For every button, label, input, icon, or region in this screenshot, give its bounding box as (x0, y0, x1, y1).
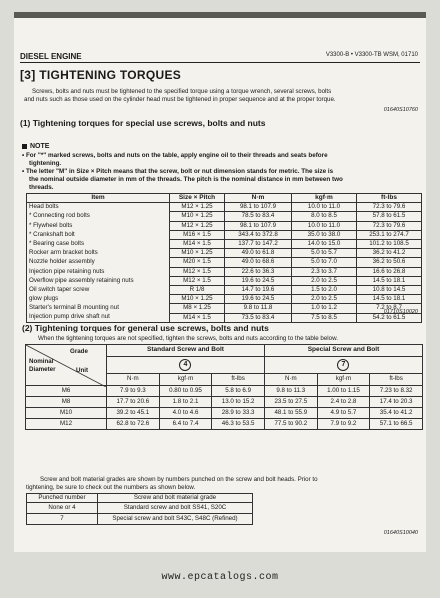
material-grade-cell: Standard screw and bolt SS41, S20C (98, 503, 253, 514)
nominal-label: Nominal (29, 358, 54, 365)
value-cell: 0.80 to 0.95 (159, 386, 212, 397)
intro-line-1: Screws, bolts and nuts must be tightened to the specified torque using a torque wrench, several screws, bolts (32, 88, 332, 95)
diameter-cell: M8 (26, 397, 107, 408)
value-cell: M10 × 1.25 (170, 212, 225, 221)
value-cell: M8 × 1.25 (170, 304, 225, 313)
value-cell: 10.0 to 11.0 (292, 203, 357, 212)
table-row (27, 313, 422, 322)
value-cell: 14.0 to 15.0 (292, 240, 357, 249)
material-grade-table (26, 493, 253, 525)
item-cell: glow plugs (27, 295, 170, 304)
value-cell: 5.8 to 6.9 (212, 386, 265, 397)
value-cell: 48.1 to 55.9 (264, 408, 317, 419)
value-cell: 72.3 to 79.6 (357, 221, 422, 230)
value-cell: 2.0 to 2.5 (292, 276, 357, 285)
part1-title: (1) Tightening torques for special use screws, bolts and nuts (20, 118, 266, 128)
item-cell: Nozzle holder assembly (27, 258, 170, 267)
note2-line-2: the nominal outside diameter in mm of the threads. The pitch is the nominal distance in mm between two (29, 176, 343, 183)
value-cell: 343.4 to 372.8 (225, 230, 292, 239)
general-torque-table (25, 344, 423, 430)
note-heading (22, 143, 49, 150)
value-cell: 19.6 to 24.5 (225, 276, 292, 285)
item-cell: Injection pump drive shaft nut (27, 313, 170, 322)
item-cell: * Bearing case bolts (27, 240, 170, 249)
item-cell: Rocker arm bracket bolts (27, 249, 170, 258)
value-cell: 9.8 to 11.3 (264, 386, 317, 397)
note-square-icon (22, 144, 27, 149)
value-cell: 1.0 to 1.2 (292, 304, 357, 313)
value-cell: 9.8 to 11.8 (225, 304, 292, 313)
value-cell: 6.4 to 7.4 (159, 419, 212, 430)
grade-4-circle: 4 (179, 359, 191, 371)
table-row (27, 258, 422, 267)
value-cell: 54.2 to 61.5 (357, 313, 422, 322)
value-cell: 16.6 to 26.8 (357, 267, 422, 276)
punched-number-cell: 7 (27, 514, 98, 525)
value-cell: M10 × 1.25 (170, 249, 225, 258)
value-cell: 13.0 to 15.2 (212, 397, 265, 408)
col-size: Size × Pitch (170, 194, 225, 203)
table-row (27, 240, 422, 249)
table-row (27, 503, 253, 514)
value-cell: 19.6 to 24.5 (225, 295, 292, 304)
value-cell: 4.9 to 5.7 (317, 408, 370, 419)
table-row (27, 212, 422, 221)
material-col-punched: Punched number (27, 494, 98, 503)
diameter-cell: M10 (26, 408, 107, 419)
diameter-label: Diameter (29, 366, 56, 373)
col-item: Item (27, 194, 170, 203)
table-row (26, 397, 423, 408)
item-cell: Starter's terminal B mounting nut (27, 304, 170, 313)
value-cell: 98.1 to 107.9 (225, 221, 292, 230)
item-cell: * Crankshaft bolt (27, 230, 170, 239)
value-cell: 46.3 to 53.5 (212, 419, 265, 430)
table-row (26, 408, 423, 419)
diameter-cell: M6 (26, 386, 107, 397)
value-cell: 73.5 to 83.4 (225, 313, 292, 322)
unit-cell: kgf·m (317, 373, 370, 385)
standard-title: Standard Screw and Bolt (107, 345, 265, 357)
value-cell: 77.5 to 90.2 (264, 419, 317, 430)
section-title: [3] TIGHTENING TORQUES (20, 68, 182, 82)
value-cell: M14 × 1.5 (170, 313, 225, 322)
item-cell: * Connecting rod bolts (27, 212, 170, 221)
value-cell: 2.3 to 3.7 (292, 267, 357, 276)
item-cell: Injection pipe retaining nuts (27, 267, 170, 276)
special-torque-table (26, 193, 422, 323)
value-cell: 10.8 to 14.5 (357, 286, 422, 295)
unit-label: Unit (76, 367, 89, 374)
item-cell: Head bolts (27, 203, 170, 212)
value-cell: 4.0 to 4.6 (159, 408, 212, 419)
material-header-row (27, 494, 253, 503)
header-left: DIESEL ENGINE (20, 52, 82, 61)
header-right: V3300-B • V3300-TB WSM, 01710 (325, 52, 418, 58)
value-cell: 28.9 to 33.3 (212, 408, 265, 419)
value-cell: 2.0 to 2.5 (292, 295, 357, 304)
special-grade-cell (264, 357, 422, 374)
note2-line-1: • The letter "M" in Size × Pitch means that the screw, bolt or nut dimension stands for metric. The size is (22, 168, 334, 175)
diagonal-header-cell (26, 345, 107, 386)
table-row (26, 386, 423, 397)
header-rule (20, 62, 420, 63)
value-cell: 78.5 to 83.4 (225, 212, 292, 221)
col-kgfm: kgf·m (292, 194, 357, 203)
item-cell: * Flywheel bolts (27, 221, 170, 230)
value-cell: 253.1 to 274.7 (357, 230, 422, 239)
value-cell: 5.0 to 7.0 (292, 258, 357, 267)
value-cell: 35.4 to 41.2 (370, 408, 423, 419)
value-cell: M12 × 1.5 (170, 267, 225, 276)
value-cell: 17.4 to 20.3 (370, 397, 423, 408)
table-row (27, 514, 253, 525)
grade-label: Grade (70, 348, 88, 355)
diameter-cell: M12 (26, 419, 107, 430)
table-row (27, 286, 422, 295)
value-cell: 35.0 to 38.0 (292, 230, 357, 239)
value-cell: 7.5 to 8.5 (292, 313, 357, 322)
special-title: Special Screw and Bolt (264, 345, 422, 357)
value-cell: 39.2 to 45.1 (107, 408, 160, 419)
value-cell: 5.0 to 5.7 (292, 249, 357, 258)
table-row (26, 419, 423, 430)
punched-number-cell: None or 4 (27, 503, 98, 514)
value-cell: 1.00 to 1.15 (317, 386, 370, 397)
material-line-1: Screw and bolt material grades are shown by numbers punched on the screw and bolt heads. Prior to (40, 476, 318, 483)
value-cell: M20 × 1.5 (170, 258, 225, 267)
value-cell: 36.2 to 50.6 (357, 258, 422, 267)
value-cell: M10 × 1.25 (170, 295, 225, 304)
value-cell: 10.0 to 11.0 (292, 221, 357, 230)
col-ftlbs: ft-lbs (357, 194, 422, 203)
material-grade-cell: Special screw and bolt S43C, S48C (Refined) (98, 514, 253, 525)
value-cell: 14.5 to 18.1 (357, 276, 422, 285)
note1-line-1: • For "*" marked screws, bolts and nuts on the table, apply engine oil to their threads and seats before (22, 152, 328, 159)
value-cell: 1.5 to 2.0 (292, 286, 357, 295)
value-cell: 98.1 to 107.9 (225, 203, 292, 212)
note1-line-2: tightening. (29, 160, 62, 167)
table-row (27, 203, 422, 212)
intro-code: 01640S10760 (383, 107, 418, 113)
value-cell: 101.2 to 108.5 (357, 240, 422, 249)
value-cell: 137.7 to 147.2 (225, 240, 292, 249)
table-row (27, 295, 422, 304)
value-cell: 7.9 to 9.3 (107, 386, 160, 397)
part1-code: 01710S10020 (383, 309, 418, 315)
table-row (27, 249, 422, 258)
footer-url: www.epcatalogs.com (161, 572, 279, 583)
value-cell: 62.8 to 72.6 (107, 419, 160, 430)
material-line-2: tightening, be sure to check out the numbers as shown below. (26, 484, 196, 491)
value-cell: 49.0 to 61.8 (225, 249, 292, 258)
item-cell: Oil switch taper screw (27, 286, 170, 295)
item-cell: Overflow pipe assembly retaining nuts (27, 276, 170, 285)
part2-code: 01640S10040 (383, 530, 418, 536)
col-nm: N·m (225, 194, 292, 203)
value-cell: 14.7 to 19.6 (225, 286, 292, 295)
value-cell: 8.0 to 8.5 (292, 212, 357, 221)
value-cell: M12 × 1.5 (170, 276, 225, 285)
value-cell: M12 × 1.25 (170, 221, 225, 230)
value-cell: 49.0 to 68.6 (225, 258, 292, 267)
table-row (27, 304, 422, 313)
table-row (27, 230, 422, 239)
value-cell: 57.1 to 66.5 (370, 419, 423, 430)
table-header-row (27, 194, 422, 203)
value-cell: 23.5 to 27.5 (264, 397, 317, 408)
part2-intro: When the tightening torques are not specified, tighten the screws, bolts and nuts according to the table below. (38, 335, 338, 342)
standard-grade-cell (107, 357, 265, 374)
value-cell: 17.7 to 20.6 (107, 397, 160, 408)
value-cell: 7.2 to 8.7 (357, 304, 422, 313)
table-row (27, 221, 422, 230)
value-cell: M12 × 1.25 (170, 203, 225, 212)
manual-page (14, 12, 426, 552)
part2-title: (2) Tightening torques for general use screws, bolts and nuts (22, 323, 269, 333)
unit-cell: kgf·m (159, 373, 212, 385)
intro-line-2: and nuts such as those used on the cylinder head must be tightened in proper sequence and at the proper torque. (24, 96, 336, 103)
grade-7-circle: 7 (337, 359, 349, 371)
value-cell: 14.5 to 18.1 (357, 295, 422, 304)
value-cell: M14 × 1.5 (170, 240, 225, 249)
table-row (27, 267, 422, 276)
value-cell: 7.9 to 9.2 (317, 419, 370, 430)
note2-line-3: threads. (29, 184, 54, 191)
value-cell: 2.4 to 2.8 (317, 397, 370, 408)
table-row (27, 276, 422, 285)
value-cell: 72.3 to 79.6 (357, 203, 422, 212)
value-cell: 36.2 to 41.2 (357, 249, 422, 258)
material-col-grade: Screw and bolt material grade (98, 494, 253, 503)
value-cell: 7.23 to 8.32 (370, 386, 423, 397)
unit-cell: ft-lbs (212, 373, 265, 385)
value-cell: M16 × 1.5 (170, 230, 225, 239)
grade-title-row (26, 345, 423, 357)
unit-cell: N·m (107, 373, 160, 385)
scan-edge (14, 12, 426, 18)
value-cell: 1.8 to 2.1 (159, 397, 212, 408)
value-cell: 22.6 to 36.3 (225, 267, 292, 276)
unit-cell: ft-lbs (370, 373, 423, 385)
note-label: NOTE (30, 143, 50, 150)
value-cell: R 1/8 (170, 286, 225, 295)
unit-cell: N·m (264, 373, 317, 385)
value-cell: 57.8 to 61.5 (357, 212, 422, 221)
